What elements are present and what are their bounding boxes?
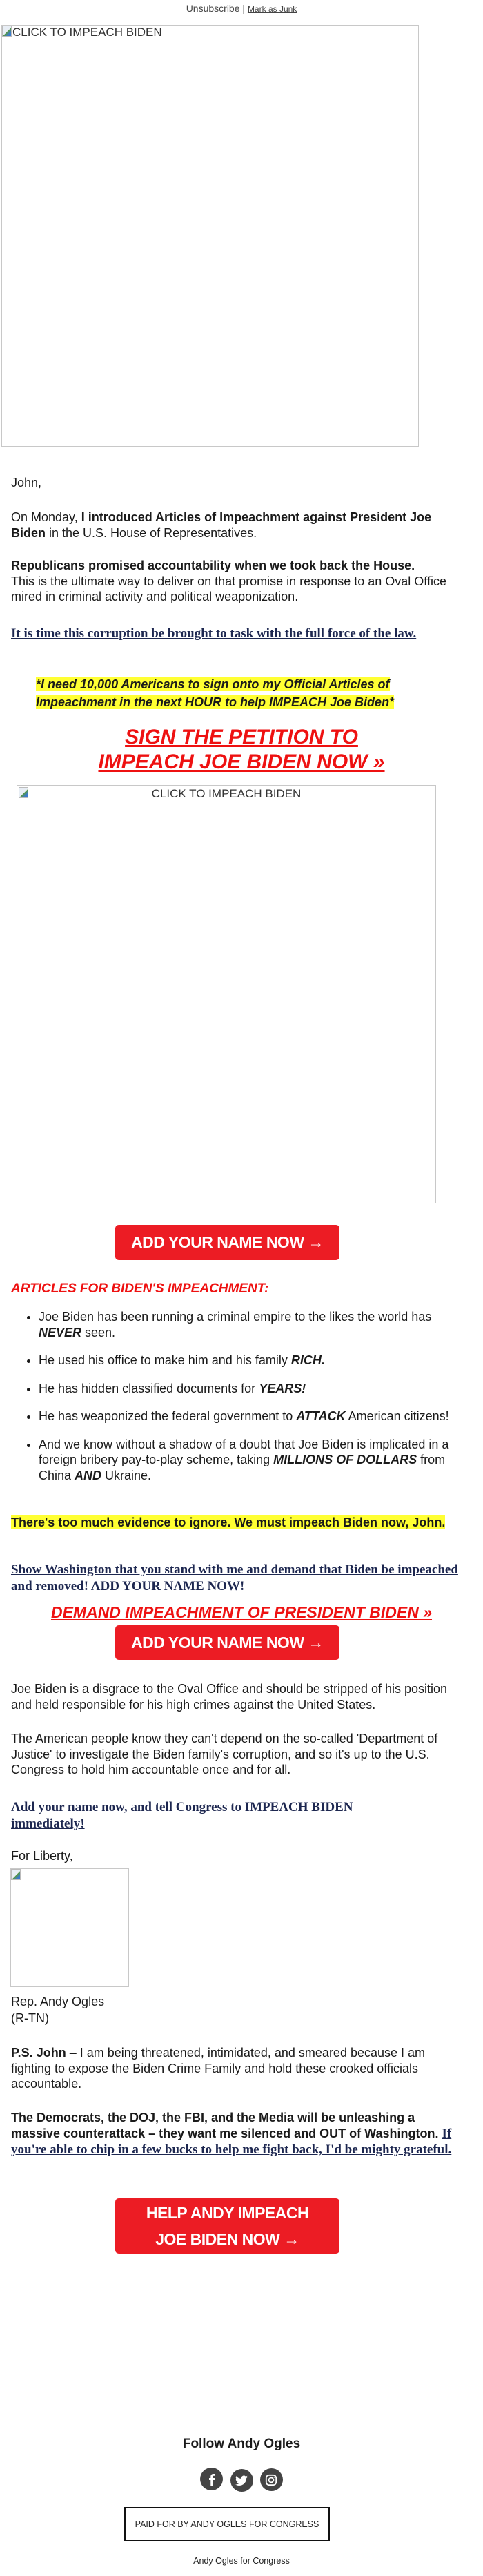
broken-image-icon bbox=[11, 1869, 21, 1880]
highlight-need-signatures bbox=[36, 675, 422, 711]
show-washington-link[interactable]: Show Washington that you stand with me and demand that Biden be impeached and removed! ADD YOUR NAME NOW! bbox=[11, 1562, 458, 1594]
hero-image[interactable] bbox=[1, 25, 419, 447]
broken-image-icon bbox=[2, 26, 12, 37]
social-links bbox=[0, 2468, 483, 2492]
evidence-highlight bbox=[11, 1515, 460, 1531]
impeach-image[interactable] bbox=[17, 785, 436, 1203]
article-item: • He has weaponized the federal government to ATTACK American citizens! bbox=[39, 1408, 460, 1424]
follow-heading: Follow Andy Ogles bbox=[182, 2437, 301, 2451]
paragraph-doj: The American people know they can't depend on the so-called 'Department of Justice' to investigate the Biden family's corruption, and so it's up to the U.S. Congress to hold him accountable once and for all. bbox=[11, 1732, 438, 1776]
text-bold: The Democrats, the DOJ, the FBI, and the Media will be unleashing a massive counterattack – they want me silenced and OUT of Washington. bbox=[11, 2111, 442, 2140]
org-name: Andy Ogles for Congress bbox=[193, 2556, 290, 2566]
text: – I am being threatened, intimidated, and smeared because I am fighting to expose the Biden Crime Family and hold these crooked officials accountable. bbox=[11, 2046, 426, 2091]
show-washington-wrap bbox=[11, 1562, 460, 1594]
image-alt: CLICK TO IMPEACH BIDEN bbox=[151, 787, 302, 800]
sign-petition-link[interactable] bbox=[0, 725, 483, 775]
article-item: • He has hidden classified documents for YEARS! bbox=[39, 1381, 460, 1397]
separator: | bbox=[242, 3, 246, 14]
chip-in-link[interactable]: If you're able to chip in a few bucks to help me fight back, I'd be mighty grateful. bbox=[11, 2126, 452, 2157]
facebook-icon[interactable] bbox=[200, 2468, 223, 2490]
header-links bbox=[0, 3, 483, 14]
unsubscribe-link[interactable]: Unsubscribe bbox=[186, 3, 240, 14]
petition-line-1: SIGN THE PETITION TO bbox=[125, 726, 358, 748]
article-item: • Joe Biden has been running a criminal empire to the likes the world has NEVER seen. bbox=[39, 1309, 460, 1340]
twitter-icon[interactable] bbox=[230, 2469, 253, 2492]
add-name-congress-link[interactable]: Add your name now, and tell Congress to IMPEACH BIDEN immediately! bbox=[11, 1800, 353, 1831]
text: On Monday, bbox=[11, 510, 81, 524]
article-item: • And we know without a shadow of a doubt that Joe Biden is implicated in a foreign bribery pay-to-play scheme, taking MILLIONS OF DOLLARS from China AND Ukraine. bbox=[39, 1437, 460, 1484]
hero-image-alt: CLICK TO IMPEACH BIDEN bbox=[12, 26, 162, 39]
signoff: For Liberty, bbox=[11, 1849, 73, 1863]
ps-paragraph bbox=[11, 2045, 460, 2092]
paragraph-disgrace: Joe Biden is a disgrace to the Oval Office and should be stripped of his position and held responsible for his high crimes against the United States. bbox=[11, 1682, 448, 1712]
ps-label: P.S. John bbox=[11, 2046, 66, 2060]
mark-as-junk-link[interactable]: Mark as Junk bbox=[247, 4, 297, 14]
demand-impeachment-link[interactable]: DEMAND IMPEACHMENT OF PRESIDENT BIDEN » bbox=[50, 1603, 433, 1621]
signature-image bbox=[10, 1868, 129, 1987]
corruption-link[interactable]: It is time this corruption be brought to task with the full force of the law. bbox=[11, 626, 417, 641]
signature-party: (R-TN) bbox=[11, 2011, 49, 2025]
instagram-icon[interactable] bbox=[260, 2468, 283, 2491]
text-bold: Republicans promised accountability when we took back the House. bbox=[11, 559, 415, 572]
text: This is the ultimate way to deliver on that promise in response to an Oval Office mired in criminal activity and political weaponization. bbox=[11, 574, 446, 603]
signature-block bbox=[11, 1993, 460, 2026]
paragraph-intro bbox=[11, 510, 460, 541]
text-bold: I introduced Articles of Impeachment against President Joe Biden bbox=[11, 510, 432, 540]
signature-name: Rep. Andy Ogles bbox=[11, 1995, 105, 2008]
help-andy-button[interactable]: HELP ANDY IMPEACH JOE BIDEN NOW → bbox=[115, 2198, 339, 2254]
broken-image-icon bbox=[19, 787, 28, 798]
highlight-text: *I need 10,000 Americans to sign onto my Official Articles of Impeachment in the next HOUR to help IMPEACH Joe Biden* bbox=[36, 677, 395, 709]
greeting: John, bbox=[11, 476, 42, 490]
article-item: • He used his office to make him and his family RICH. bbox=[39, 1353, 460, 1368]
petition-line-2: IMPEACH JOE BIDEN NOW » bbox=[98, 750, 385, 773]
articles-list bbox=[11, 1309, 460, 1495]
paid-for-text: PAID FOR BY ANDY OGLES FOR CONGRESS bbox=[135, 2519, 319, 2529]
paid-for-box bbox=[124, 2507, 330, 2541]
paragraph-accountability bbox=[11, 558, 460, 605]
add-name-button-2[interactable]: ADD YOUR NAME NOW → bbox=[115, 1625, 339, 1660]
highlight-text: There's too much evidence to ignore. We must impeach Biden now, John. bbox=[11, 1515, 446, 1529]
text: in the U.S. House of Representatives. bbox=[46, 525, 257, 540]
counterattack-paragraph bbox=[11, 2110, 460, 2158]
add-name-link-wrap bbox=[11, 1799, 397, 1832]
articles-heading: ARTICLES FOR BIDEN'S IMPEACHMENT: bbox=[11, 1281, 269, 1296]
add-name-button[interactable]: ADD YOUR NAME NOW → bbox=[115, 1225, 339, 1260]
corruption-link-wrap bbox=[11, 626, 460, 642]
